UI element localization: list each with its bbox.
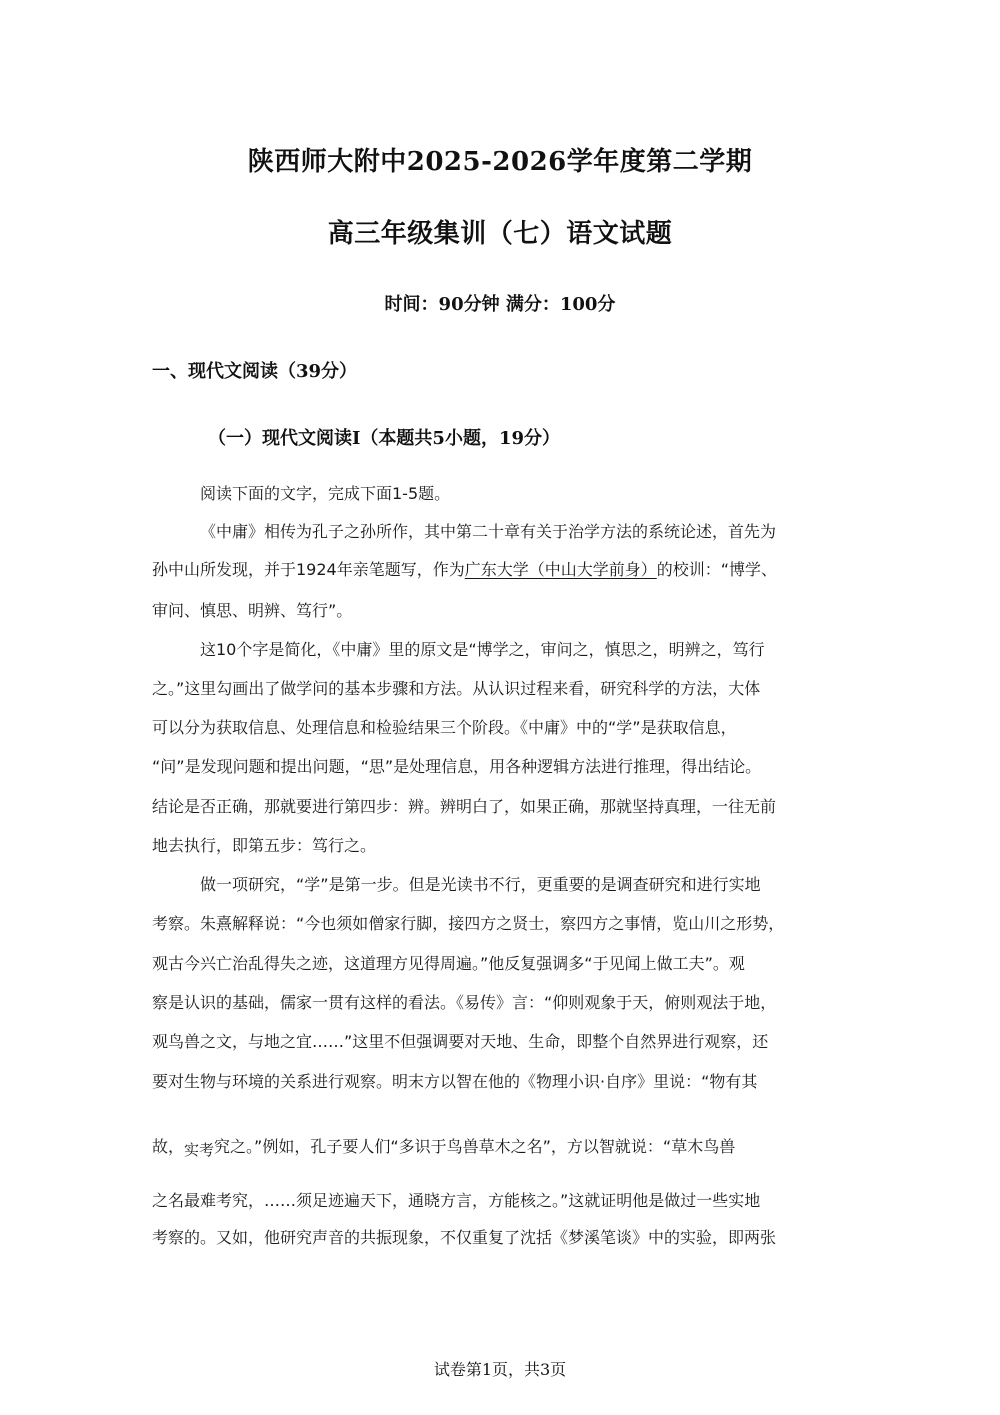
exam-title-line1: 陕西师大附中2025-2026学年度第二学期 <box>247 147 753 177</box>
inline-small-text: 实考 <box>184 1141 215 1159</box>
passage-line: 之名最难考究，……须足迹遍天下，通晓方言，方能核之。”这就证明他是做过一些实地 <box>152 1191 761 1210</box>
passage-line: 地去执行，即第五步：笃行之。 <box>152 836 377 855</box>
passage-line: 考察。朱熹解释说：“今也须如僧家行脚，接四方之贤士，察四方之事情，览山川之形势， <box>152 914 785 933</box>
passage-line: “问”是发现问题和提出问题，“思”是处理信息，用各种逻辑方法进行推理，得出结论。 <box>152 757 762 776</box>
passage-line <box>152 557 777 580</box>
passage-intro: 阅读下面的文字，完成下面1-5题。 <box>200 484 451 503</box>
passage-line: 《中庸》相传为孔子之孙所作，其中第二十章有关于治学方法的系统论述，首先为 <box>200 522 777 541</box>
time-and-score: 时间：90分钟 满分：100分 <box>384 294 616 315</box>
passage-line: 要对生物与环境的关系进行观察。明末方以智在他的《物理小识·自序》里说：“物有其 <box>152 1072 758 1091</box>
underlined-school-name: 广东大学（中山大学前身） <box>464 560 657 579</box>
passage-line: 结论是否正确，那就要进行第四步：辨。辨明白了，如果正确，那就坚持真理，一往无前 <box>152 797 777 816</box>
passage-line: 审问、慎思、明辨、笃行”。 <box>152 601 353 620</box>
passage-text: 孙中山所发现，并于1924年亲笔题写，作为 <box>152 560 465 579</box>
passage-text: 的校训：“博学、 <box>656 560 778 579</box>
passage-line: 做一项研究，“学”是第一步。但是光读书不行，更重要的是调查研究和进行实地 <box>200 875 761 894</box>
page-footer: 试卷第1页，共3页 <box>433 1360 567 1379</box>
passage-line: 观古今兴亡治乱得失之迹，这道理方见得周遍。”他反复强调多“于见闻上做工夫”。观 <box>152 954 745 973</box>
exam-title-line2: 高三年级集训（七）语文试题 <box>327 219 673 249</box>
passage-line: 考察的。又如，他研究声音的共振现象，不仅重复了沈括《梦溪笔谈》中的实验，即两张 <box>152 1228 777 1247</box>
passage-text: 究之。”例如，孔子要人们“多识于鸟兽草木之名”，方以智就说：“草木鸟兽 <box>214 1137 736 1156</box>
subsection-heading-reading-1: （一）现代文阅读Ⅰ（本题共5小题，19分） <box>208 428 560 449</box>
passage-line: 这10个字是简化，《中庸》里的原文是“博学之，审问之，慎思之，明辨之，笃行 <box>200 640 765 659</box>
passage-text: 故， <box>152 1137 185 1156</box>
passage-line: 可以分为获取信息、处理信息和检验结果三个阶段。《中庸》中的“学”是获取信息， <box>152 718 737 737</box>
passage-line: 察是认识的基础，儒家一贯有这样的看法。《易传》言：“仰则观象于天，俯则观法于地， <box>152 993 777 1012</box>
passage-line: 之。”这里勾画出了做学问的基本步骤和方法。从认识过程来看，研究科学的方法，大体 <box>152 679 761 698</box>
passage-line: 观鸟兽之文，与地之宜……”这里不但强调要对天地、生命，即整个自然界进行观察，还 <box>152 1032 769 1051</box>
passage-line <box>152 1134 735 1157</box>
section-heading-modern-reading: 一、现代文阅读（39分） <box>152 361 358 382</box>
